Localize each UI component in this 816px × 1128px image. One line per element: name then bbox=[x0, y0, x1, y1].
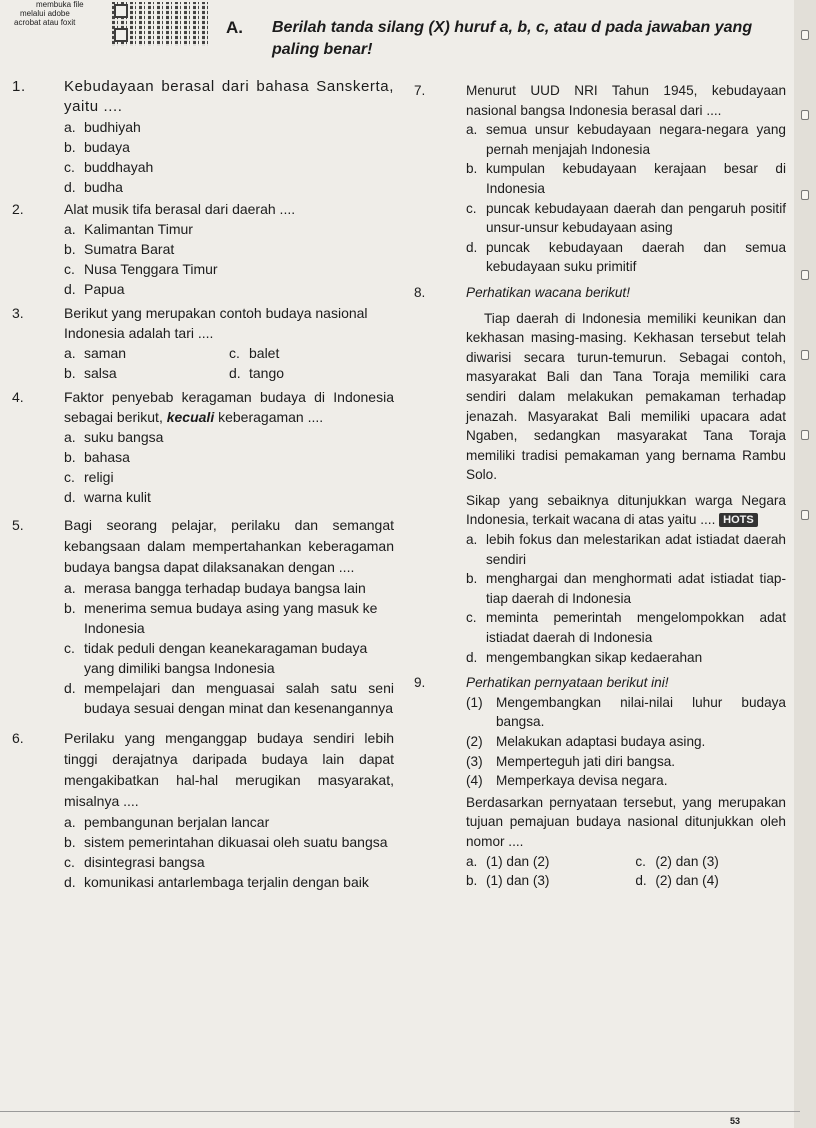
option-text: mempelajari dan menguasai salah satu seni budaya sesuai dengan minat dan kesenangannya bbox=[84, 680, 394, 716]
option-letter: b. bbox=[64, 365, 76, 381]
statement-number: (4) bbox=[466, 773, 483, 789]
option-letter: d. bbox=[64, 179, 76, 195]
question-9-prompt: Berdasarkan pernyataan tersebut, yang merupakan tujuan pemajuan budaya nasional ditunjukkan oleh nomor .... bbox=[466, 794, 786, 849]
ring-icon bbox=[801, 350, 809, 360]
option-letter: b. bbox=[64, 241, 76, 257]
option[interactable] bbox=[466, 852, 635, 872]
ring-icon bbox=[801, 430, 809, 440]
option-letter: a. bbox=[64, 429, 76, 445]
statement bbox=[466, 693, 786, 732]
option-text: sistem pemerintahan dikuasai oleh suatu bangsa bbox=[84, 834, 388, 850]
question-4 bbox=[12, 387, 394, 427]
option-text: (2) dan (4) bbox=[655, 873, 719, 889]
left-column bbox=[12, 77, 394, 892]
option[interactable] bbox=[466, 120, 786, 159]
option-text: pembangunan berjalan lancar bbox=[84, 814, 270, 830]
option-text: buddhayah bbox=[84, 159, 154, 175]
binder-spine bbox=[794, 0, 816, 1128]
statement-number: (2) bbox=[466, 734, 483, 749]
option-letter: d. bbox=[64, 489, 76, 505]
option-letter: b. bbox=[64, 834, 76, 850]
option-letter: c. bbox=[64, 261, 75, 277]
question-6 bbox=[12, 728, 394, 812]
option-text: (2) dan (3) bbox=[655, 853, 719, 869]
question-1 bbox=[12, 77, 394, 117]
option-row bbox=[64, 363, 394, 383]
foxit-note bbox=[14, 0, 84, 27]
question-emphasis: kecuali bbox=[166, 409, 215, 425]
option[interactable] bbox=[635, 871, 786, 891]
option[interactable] bbox=[466, 648, 786, 668]
option-letter: a. bbox=[64, 345, 76, 361]
option-text: komunikasi antarlembaga terjalin dengan baik bbox=[84, 874, 369, 890]
option-letter: a. bbox=[466, 532, 478, 548]
option[interactable] bbox=[64, 177, 394, 197]
ring-icon bbox=[801, 510, 809, 520]
question-number: 2. bbox=[12, 201, 24, 217]
option-text: warna kulit bbox=[84, 489, 151, 505]
option-text: bahasa bbox=[84, 449, 130, 465]
option-text: mengembangkan sikap kedaerahan bbox=[486, 649, 703, 665]
option-text: puncak kebudayaan daerah dan semua kebudayaan suku primitif bbox=[486, 239, 786, 275]
option-letter: d. bbox=[466, 649, 478, 665]
option[interactable] bbox=[64, 279, 394, 299]
section-label: A. bbox=[226, 18, 243, 37]
question-number: 6. bbox=[12, 730, 24, 746]
option[interactable] bbox=[64, 363, 229, 383]
question-3 bbox=[12, 303, 394, 343]
option-letter: a. bbox=[64, 119, 76, 135]
question-5 bbox=[12, 515, 394, 578]
option-letter: a. bbox=[64, 814, 76, 830]
ring-icon bbox=[801, 190, 809, 200]
question-number: 5. bbox=[12, 517, 24, 533]
ring-icon bbox=[801, 30, 809, 40]
option[interactable] bbox=[64, 678, 394, 718]
qr-code-icon bbox=[112, 2, 210, 46]
question-2 bbox=[12, 199, 394, 219]
option[interactable] bbox=[466, 569, 786, 608]
option[interactable] bbox=[466, 238, 786, 277]
question-text: Berikut yang merupakan contoh budaya nasional Indonesia adalah tari .... bbox=[64, 305, 368, 341]
option[interactable] bbox=[64, 117, 394, 137]
question-number: 3. bbox=[12, 305, 24, 321]
option-text: religi bbox=[84, 469, 114, 485]
option[interactable] bbox=[466, 159, 786, 198]
question-text: Perhatikan wacana berikut! bbox=[466, 284, 630, 300]
option-letter: d. bbox=[635, 873, 647, 889]
option-letter: c. bbox=[466, 610, 477, 626]
foxit-line: acrobat atau foxit bbox=[14, 18, 76, 27]
option[interactable] bbox=[64, 467, 394, 487]
question-text: Faktor penyebab keragaman budaya di Indonesia sebagai berikut, bbox=[64, 389, 394, 425]
statement-number: (1) bbox=[466, 694, 483, 710]
option-letter: b. bbox=[64, 139, 76, 155]
option[interactable] bbox=[64, 137, 394, 157]
option-text: (1) dan (3) bbox=[486, 873, 550, 889]
question-text: keberagaman .... bbox=[218, 409, 324, 425]
option-text: budha bbox=[84, 179, 123, 195]
option[interactable] bbox=[466, 199, 786, 238]
option-letter: d. bbox=[466, 239, 478, 255]
statement bbox=[466, 732, 786, 752]
statement bbox=[466, 752, 786, 772]
option-letter: c. bbox=[64, 640, 75, 656]
statement-text: Melakukan adaptasi budaya asing. bbox=[496, 734, 706, 749]
foxit-line: membuka file bbox=[36, 0, 84, 9]
option-text: Papua bbox=[84, 281, 125, 297]
option[interactable] bbox=[466, 530, 786, 569]
option-letter: b. bbox=[466, 873, 478, 889]
option-text: meminta pemerintah mengelompokkan adat istiadat daerah di Indonesia bbox=[486, 610, 786, 646]
foxit-line: melalui adobe bbox=[20, 9, 70, 18]
option[interactable] bbox=[64, 239, 394, 259]
option-text: Sumatra Barat bbox=[84, 241, 175, 257]
option-letter: a. bbox=[466, 122, 478, 138]
option-text: suku bangsa bbox=[84, 429, 164, 445]
question-number: 4. bbox=[12, 389, 24, 405]
option-text: tango bbox=[249, 365, 285, 381]
option[interactable] bbox=[229, 343, 394, 363]
option-text: puncak kebudayaan daerah dan pengaruh positif unsur-unsur kebudayaan asing bbox=[486, 200, 786, 236]
option-letter: c. bbox=[466, 200, 477, 216]
page-footer bbox=[0, 1111, 800, 1128]
right-column bbox=[414, 81, 786, 891]
option[interactable] bbox=[64, 259, 394, 279]
ring-icon bbox=[801, 110, 809, 120]
passage: Tiap daerah di Indonesia memiliki keunikan dan kekhasan masing-masing. Kekhasan tersebut telah diwarisi secara turun-temurun. Sebagai contoh, masyarakat Bali dan Tana Toraja memiliki cara sendiri dalam melakukan pemakaman terhadap jenazah. Masyarakat Bali memiliki upacara adat Ngaben, sedangkan masyarakat Tana Toraja memiliki tradisi pemakaman yang bernama Rambu Solo. bbox=[466, 310, 786, 483]
question-text: Sikap yang sebaiknya ditunjukkan warga Negara Indonesia, terkait wacana di atas yaitu .... bbox=[466, 492, 786, 528]
option[interactable] bbox=[64, 219, 394, 239]
option[interactable] bbox=[64, 427, 394, 447]
option-letter: b. bbox=[64, 600, 76, 616]
option-letter: c. bbox=[635, 853, 646, 869]
statement-text: Memperkaya devisa negara. bbox=[496, 773, 668, 789]
question-number: 9. bbox=[414, 675, 426, 691]
option[interactable] bbox=[229, 363, 394, 383]
option-letter: d. bbox=[64, 281, 76, 297]
question-text: Menurut UUD NRI Tahun 1945, kebudayaan nasional bangsa Indonesia berasal dari .... bbox=[466, 83, 786, 118]
option-letter: c. bbox=[64, 854, 75, 870]
statement-text: Mengembangkan nilai-nilai luhur budaya bangsa. bbox=[496, 694, 786, 730]
option-letter: a. bbox=[64, 580, 76, 596]
option[interactable] bbox=[64, 343, 229, 363]
statement-number: (3) bbox=[466, 753, 483, 769]
option-letter: c. bbox=[64, 159, 75, 175]
statement bbox=[466, 771, 786, 791]
question-text: Alat musik tifa berasal dari daerah .... bbox=[64, 201, 296, 217]
option[interactable] bbox=[64, 447, 394, 467]
option[interactable] bbox=[64, 852, 394, 872]
option[interactable] bbox=[64, 872, 394, 892]
option[interactable] bbox=[64, 638, 394, 678]
option-text: kumpulan kebudayaan kerajaan besar di Indonesia bbox=[486, 161, 786, 196]
option-text: salsa bbox=[84, 365, 117, 381]
option-letter: b. bbox=[466, 161, 478, 177]
question-text: Perhatikan pernyataan berikut ini! bbox=[466, 675, 669, 691]
question-text: Kebudayaan berasal dari bahasa Sanskerta, yaitu .... bbox=[64, 78, 394, 115]
option-text: Nusa Tenggara Timur bbox=[84, 261, 218, 277]
option-text: balet bbox=[249, 345, 280, 361]
option-text: lebih fokus dan melestarikan adat istiadat daerah sendiri bbox=[486, 532, 786, 567]
option[interactable] bbox=[64, 812, 394, 832]
option[interactable] bbox=[64, 157, 394, 177]
option[interactable] bbox=[64, 578, 394, 598]
question-7 bbox=[414, 81, 786, 120]
option-text: saman bbox=[84, 345, 127, 361]
option-row bbox=[466, 871, 786, 891]
question-8-prompt bbox=[466, 491, 786, 530]
option-letter: b. bbox=[466, 571, 478, 587]
option-text: budaya bbox=[84, 139, 130, 155]
hots-badge: HOTS bbox=[719, 513, 758, 527]
option[interactable] bbox=[64, 598, 394, 638]
option[interactable] bbox=[635, 852, 786, 872]
instruction: Berilah tanda silang (X) huruf a, b, c, atau d pada jawaban yang paling benar! bbox=[272, 19, 753, 58]
option-text: (1) dan (2) bbox=[486, 853, 550, 869]
question-number: 1. bbox=[12, 78, 26, 95]
option-row bbox=[64, 343, 394, 363]
option-letter: d. bbox=[64, 680, 76, 696]
option-letter: c. bbox=[64, 469, 75, 485]
option-row bbox=[466, 852, 786, 872]
ring-icon bbox=[801, 270, 809, 280]
page-number: 53 bbox=[729, 1116, 740, 1126]
option-text: menghargai dan menghormati adat istiadat tiap-tiap daerah di Indonesia bbox=[486, 571, 786, 606]
option[interactable] bbox=[466, 871, 635, 891]
option-text: disintegrasi bangsa bbox=[84, 854, 205, 870]
option[interactable] bbox=[466, 608, 786, 647]
question-8 bbox=[414, 283, 786, 303]
question-9 bbox=[414, 673, 786, 693]
option-letter: a. bbox=[466, 853, 478, 869]
option-text: tidak peduli dengan keanekaragaman budaya yang dimiliki bangsa Indonesia bbox=[84, 640, 368, 676]
option[interactable] bbox=[64, 832, 394, 852]
option[interactable] bbox=[64, 487, 394, 507]
option-text: Kalimantan Timur bbox=[84, 221, 193, 237]
option-letter: d. bbox=[64, 874, 76, 890]
option-text: budhiyah bbox=[84, 119, 141, 135]
question-number: 7. bbox=[414, 83, 426, 98]
option-letter: a. bbox=[64, 221, 76, 237]
option-letter: b. bbox=[64, 449, 76, 465]
statement-text: Memperteguh jati diri bangsa. bbox=[496, 753, 676, 769]
option-letter: d. bbox=[229, 365, 241, 381]
option-text: menerima semua budaya asing yang masuk ke Indonesia bbox=[84, 600, 378, 636]
question-number: 8. bbox=[414, 284, 426, 300]
question-text: Perilaku yang menganggap budaya sendiri lebih tinggi derajatnya daripada budaya lain dapat mengakibatkan hal-hal merugikan masyarakat, misalnya .... bbox=[64, 730, 394, 809]
option-text: semua unsur kebudayaan negara-negara yang pernah menjajah Indonesia bbox=[486, 122, 786, 157]
option-letter: c. bbox=[229, 345, 240, 361]
question-text: Bagi seorang pelajar, perilaku dan semangat kebangsaan dalam mempertahankan keberagaman budaya bangsa dapat dilaksanakan dengan .... bbox=[64, 517, 394, 575]
option-text: merasa bangga terhadap budaya bangsa lain bbox=[84, 580, 366, 596]
